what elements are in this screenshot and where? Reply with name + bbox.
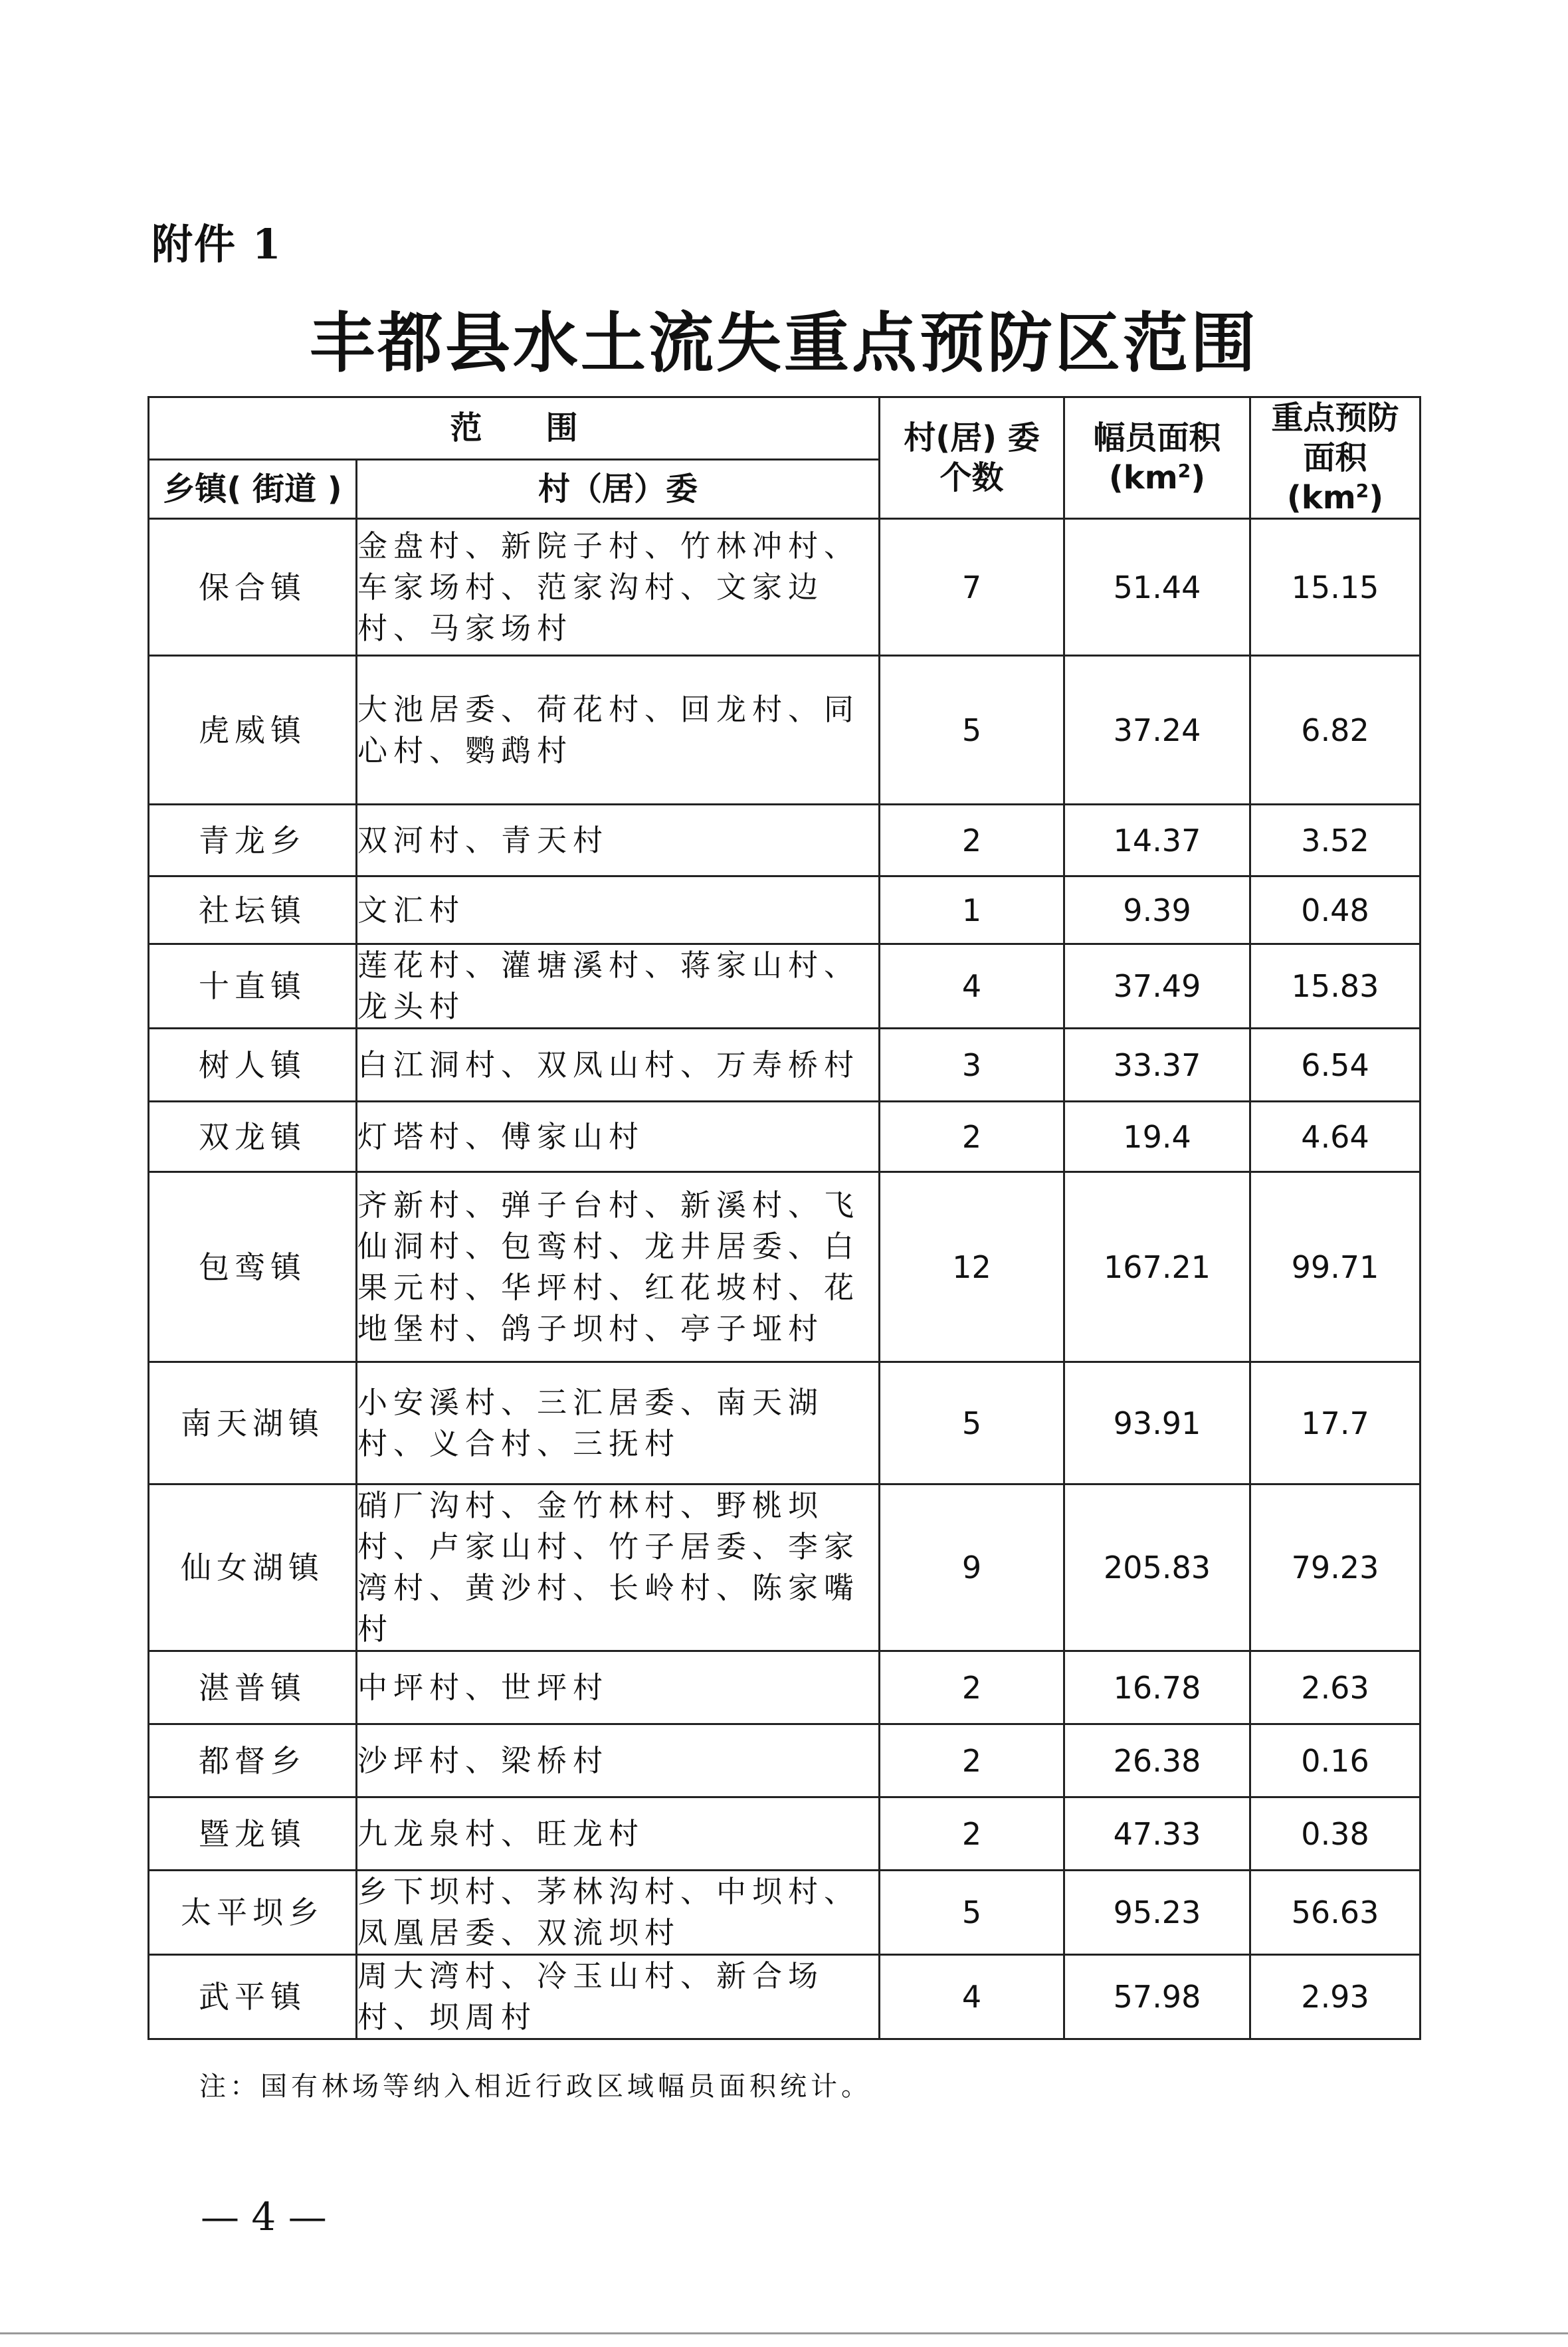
villages-cell: 中坪村、世坪村 [357,1651,880,1724]
villages-cell: 双河村、青天村 [357,805,880,876]
town-cell: 虎威镇 [149,656,357,805]
table-row [149,1029,1421,1102]
table-row [149,1172,1421,1362]
count-cell: 2 [880,1797,1064,1871]
table-row [149,1102,1421,1172]
table-row [149,656,1421,805]
town-cell: 十直镇 [149,944,357,1029]
key-area-cell: 15.15 [1250,519,1421,656]
key-area-cell: 6.82 [1250,656,1421,805]
table-row [149,519,1421,656]
villages-cell: 硝厂沟村、金竹林村、野桃坝村、卢家山村、竹子居委、李家湾村、黄沙村、长岭村、陈家嘴村 [357,1484,880,1651]
key-area-cell: 56.63 [1250,1871,1421,1955]
header-key-area-label: 重点预防面积(km [1271,399,1399,516]
table-row [149,1871,1421,1955]
header-area-label: 幅员面积 [1093,419,1221,457]
town-cell: 太平坝乡 [149,1871,357,1955]
area-cell: 19.4 [1064,1102,1250,1172]
key-area-cell: 2.93 [1250,1955,1421,2039]
villages-cell: 文汇村 [357,876,880,944]
count-cell: 1 [880,876,1064,944]
header-key-area-wrap: 重点预防面积$(km^2)$ [1271,399,1399,516]
area-cell: 47.33 [1064,1797,1250,1871]
key-area-cell: 99.71 [1250,1172,1421,1362]
key-area-cell: 0.38 [1250,1797,1421,1871]
header-town: 乡镇( 街道 ) [149,459,357,518]
town-cell: 树人镇 [149,1029,357,1102]
key-area-cell: 2.63 [1250,1651,1421,1724]
table-row [149,1362,1421,1484]
header-area-unit: $(km^2)$ [1108,459,1206,496]
header-village: 村（居）委 [357,459,880,518]
table-row [149,805,1421,876]
villages-cell: 小安溪村、三汇居委、南天湖村、义合村、三抚村 [357,1362,880,1484]
key-area-cell: 17.7 [1250,1362,1421,1484]
prevention-area-table [147,396,1421,2040]
key-area-cell: 3.52 [1250,805,1421,876]
count-cell: 7 [880,519,1064,656]
villages-cell: 莲花村、灌塘溪村、蒋家山村、龙头村 [357,944,880,1029]
villages-cell: 乡下坝村、茅林沟村、中坝村、凤凰居委、双流坝村 [357,1871,880,1955]
villages-cell: 齐新村、弹子台村、新溪村、飞仙洞村、包鸾村、龙井居委、白果元村、华坪村、红花坡村、花地堡村、鸽子坝村、亭子垭村 [357,1172,880,1362]
header-key-area [1250,397,1421,519]
key-area-cell: 79.23 [1250,1484,1421,1651]
count-cell: 9 [880,1484,1064,1651]
table-note: 注：国有林场等纳入相近行政区域幅员面积统计。 [199,2071,872,2102]
town-cell: 青龙乡 [149,805,357,876]
key-area-cell: 4.64 [1250,1102,1421,1172]
annex-label: 附件 1 [151,220,282,268]
table-row [149,1651,1421,1724]
area-cell: 93.91 [1064,1362,1250,1484]
town-cell: 都督乡 [149,1724,357,1797]
town-cell: 社坛镇 [149,876,357,944]
town-cell: 包鸾镇 [149,1172,357,1362]
bottom-rule [0,2332,1568,2334]
area-cell: 16.78 [1064,1651,1250,1724]
table-row [149,1955,1421,2039]
villages-cell: 周大湾村、冷玉山村、新合场村、坝周村 [357,1955,880,2039]
count-cell: 2 [880,1651,1064,1724]
area-cell: 37.49 [1064,944,1250,1029]
town-cell: 仙女湖镇 [149,1484,357,1651]
key-area-cell: 15.83 [1250,944,1421,1029]
header-area [1064,397,1250,519]
header-count [880,397,1064,519]
villages-cell: 白江洞村、双凤山村、万寿桥村 [357,1029,880,1102]
town-cell: 暨龙镇 [149,1797,357,1871]
area-cell: 57.98 [1064,1955,1250,2039]
superscript-2: 2 [1177,460,1191,482]
villages-cell: 灯塔村、傅家山村 [357,1102,880,1172]
town-cell: 南天湖镇 [149,1362,357,1484]
area-cell: 37.24 [1064,656,1250,805]
villages-cell: 金盘村、新院子村、竹林冲村、车家场村、范家沟村、文家边村、马家场村 [357,519,880,656]
table-row [149,876,1421,944]
table-row [149,1797,1421,1871]
town-cell: 双龙镇 [149,1102,357,1172]
superscript-2: 2 [1355,480,1369,502]
count-cell: 5 [880,656,1064,805]
count-cell: 5 [880,1871,1064,1955]
header-count-label: 村(居) 委个数 [904,419,1040,496]
count-cell: 2 [880,805,1064,876]
table-row [149,1484,1421,1651]
key-area-cell: 6.54 [1250,1029,1421,1102]
count-cell: 12 [880,1172,1064,1362]
count-cell: 3 [880,1029,1064,1102]
area-cell: 167.21 [1064,1172,1250,1362]
count-cell: 4 [880,944,1064,1029]
town-cell: 保合镇 [149,519,357,656]
town-cell: 湛普镇 [149,1651,357,1724]
villages-cell: 大池居委、荷花村、回龙村、同心村、鹦鹉村 [357,656,880,805]
area-cell: 95.23 [1064,1871,1250,1955]
area-cell: 26.38 [1064,1724,1250,1797]
area-cell: 14.37 [1064,805,1250,876]
header-scope-label: 范 围 [450,409,578,447]
header-scope [149,397,880,460]
villages-cell: 沙坪村、梁桥村 [357,1724,880,1797]
header-area-unit-label: (km [1108,459,1178,496]
key-area-cell: 0.48 [1250,876,1421,944]
page-number: — 4 — [201,2194,327,2239]
area-cell: 33.37 [1064,1029,1250,1102]
town-cell: 武平镇 [149,1955,357,2039]
area-cell: 51.44 [1064,519,1250,656]
area-cell: 9.39 [1064,876,1250,944]
table-row [149,944,1421,1029]
count-cell: 5 [880,1362,1064,1484]
area-cell: 205.83 [1064,1484,1250,1651]
villages-cell: 九龙泉村、旺龙村 [357,1797,880,1871]
key-area-cell: 0.16 [1250,1724,1421,1797]
count-cell: 2 [880,1724,1064,1797]
count-cell: 4 [880,1955,1064,2039]
count-cell: 2 [880,1102,1064,1172]
page-title: 丰都县水土流失重点预防区范围 [309,305,1258,381]
table-row [149,1724,1421,1797]
